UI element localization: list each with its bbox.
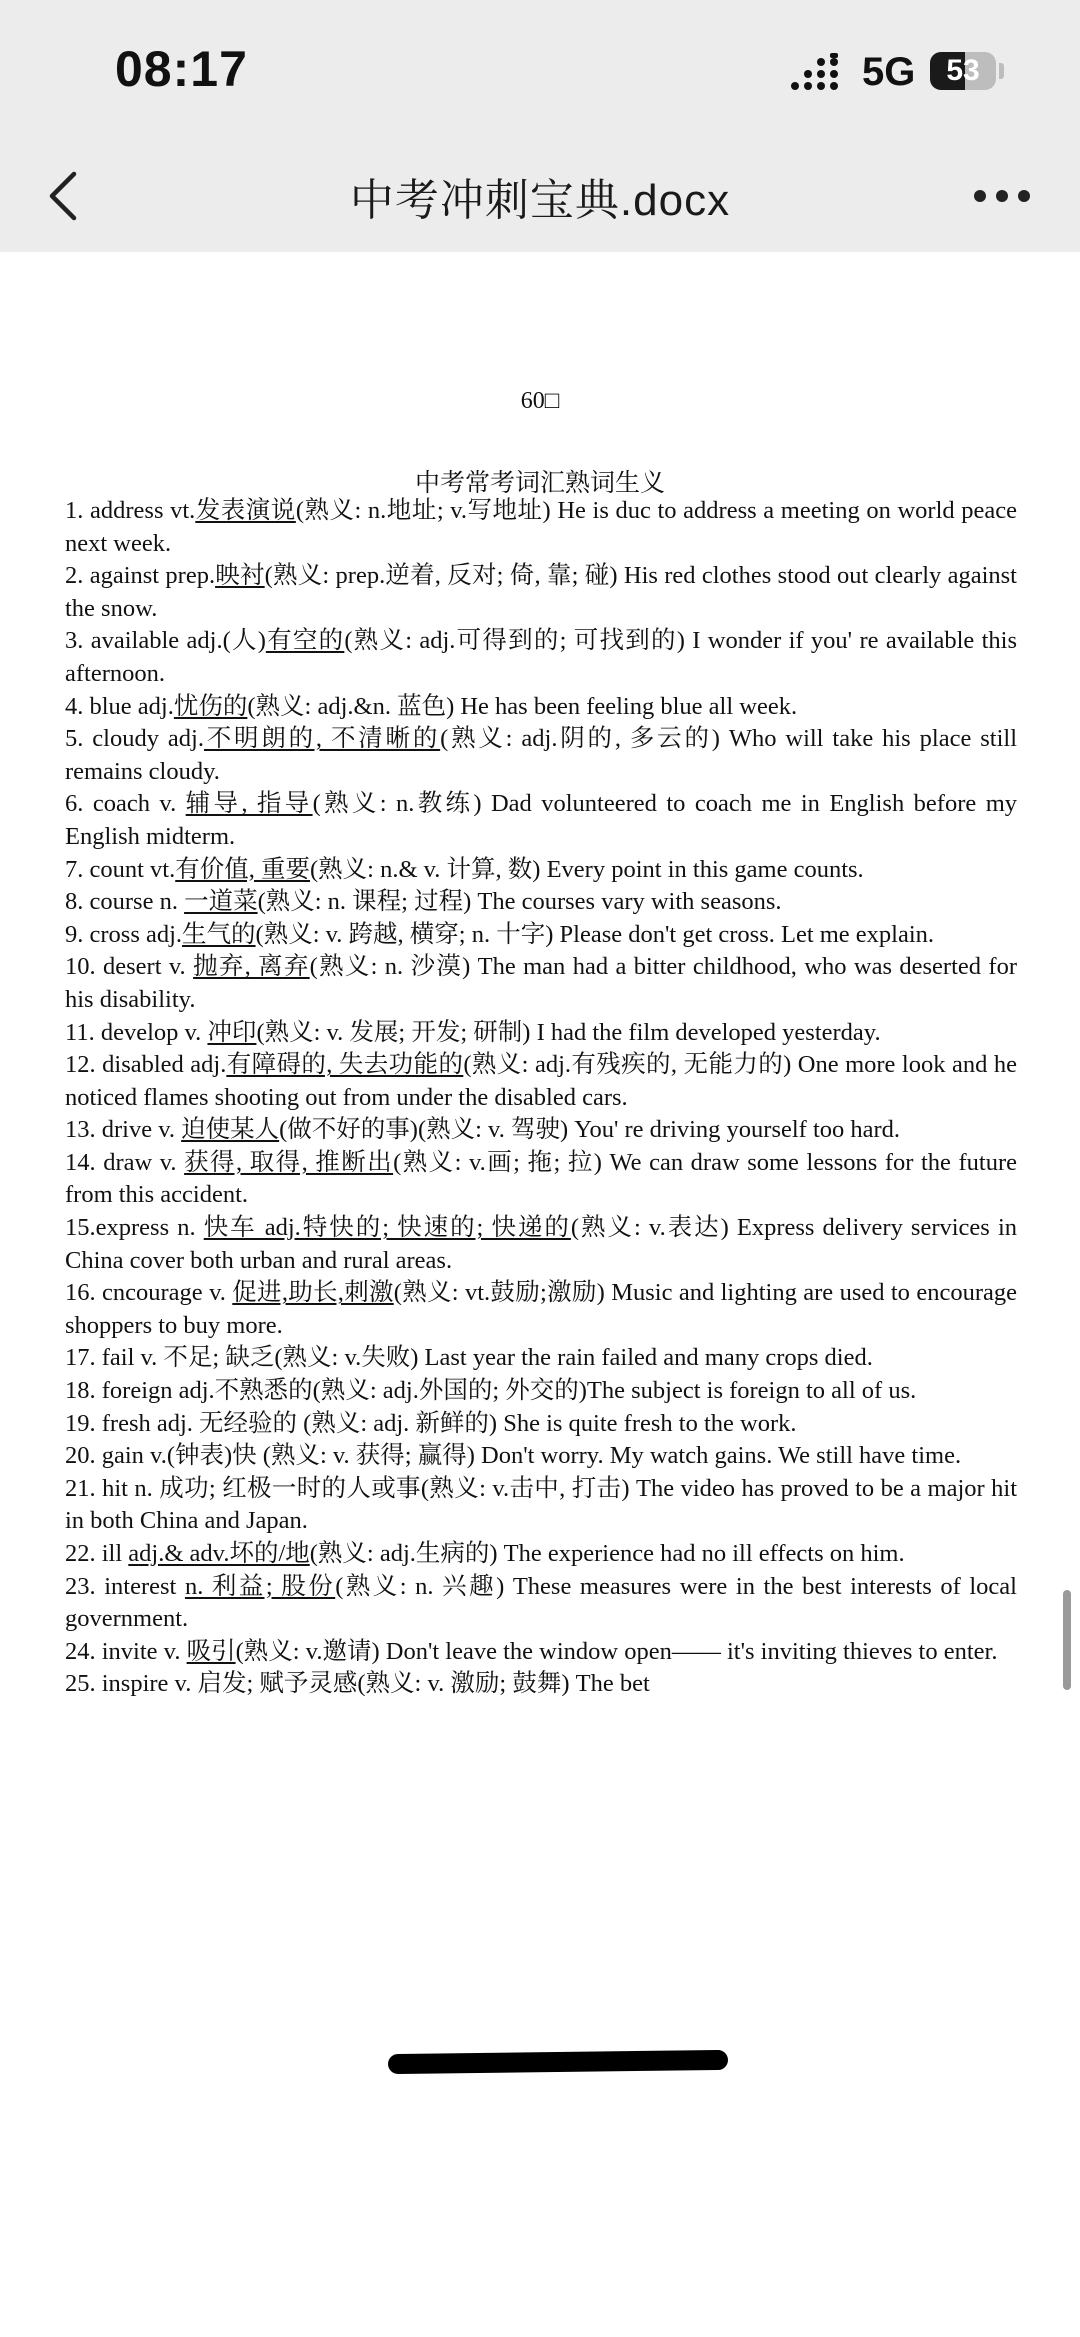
page-number: 60□ [520, 388, 560, 414]
entry-meaning-underlined: 有空的 [265, 627, 345, 655]
entry-meaning-underlined: 有价值, 重要 [175, 855, 310, 883]
entry-meaning-underlined: 有障碍的, 失去功能的 [226, 1051, 464, 1079]
entry-text: 18. foreign adj.不熟悉的(熟义: adj.外国的; 外交的)The subject is foreign to all of us. [65, 1377, 917, 1405]
vocab-entry [65, 1114, 1017, 1147]
entry-text: 25. inspire v. 启发; 赋予灵感(熟义: v. 激励; 鼓舞) The bet [65, 1670, 650, 1698]
vocab-entry [65, 1049, 1017, 1114]
entry-text: (熟义: adj.可得到的; 可找到的) I wonder if you' re available this afternoon. [65, 627, 1018, 687]
entry-meaning-underlined: 不明朗的, 不清晰的 [203, 725, 441, 753]
vocab-entry [65, 886, 1017, 919]
entry-text: (熟义: v. 发展; 开发; 研制) I had the film developed yesterday. [256, 1018, 881, 1046]
entry-text: 3. available adj.(人) [65, 627, 266, 655]
entry-meaning-underlined: n. 利益; 股份 [184, 1572, 336, 1600]
entry-meaning-underlined: 促进,助长,刺激 [232, 1279, 394, 1307]
status-time: 08:17 [115, 41, 248, 97]
signal-icon [790, 53, 844, 91]
status-bar [0, 0, 1080, 140]
entry-text: (熟义: adj.有残疾的, 无能力的) One more look and he noticed flames shooting out from under the disabled cars. [65, 1051, 1018, 1111]
entry-text: 20. gain v.(钟表)快 (熟义: v. 获得; 赢得) Don't worry. My watch gains. We still have time. [65, 1442, 962, 1470]
entry-text: (熟义: adj.阴的, 多云的) Who will take his place still remains cloudy. [65, 725, 1017, 785]
entry-text: (熟义: n. 课程; 过程) The courses vary with seasons. [257, 888, 782, 916]
entry-text: (熟义: n.& v. 计算, 数) Every point in this game counts. [310, 855, 864, 883]
vocab-entry [65, 854, 1017, 887]
entry-text: (熟义: n.教练) Dad volunteered to coach me in English before my English midterm. [65, 790, 1017, 850]
vocab-entry [65, 1212, 1017, 1277]
vocab-entry [65, 1147, 1017, 1212]
entry-text: 22. ill [65, 1540, 129, 1567]
entry-text: (熟义: prep.逆着, 反对; 倚, 靠; 碰) His red clothes stood out clearly against the snow. [65, 562, 1017, 622]
battery-icon [930, 52, 996, 90]
vocab-entry [65, 1473, 1017, 1538]
entry-text: 17. fail v. 不足; 缺乏(熟义: v.失败) [65, 1344, 419, 1372]
vocab-entry [65, 1668, 1017, 1701]
entry-text: (熟义: vt.鼓励;激励) Music and lighting are used to encourage shoppers to buy more. [65, 1279, 1017, 1339]
entry-text: 21. hit n. 成功; 红极一时的人或事(熟义: v.击中, 打击) The video has proved to be a major hit in both China and Japan. [65, 1474, 1017, 1535]
entry-text: 15.express n. [65, 1214, 204, 1242]
entry-text: (熟义: v. 跨越, 横穿; n. 十字) Please don't get cross. Let me explain. [255, 920, 935, 948]
entry-text: 10. desert v. [65, 953, 194, 981]
vocab-entry [65, 560, 1017, 625]
vocab-entry [65, 691, 1017, 724]
entry-text: (熟义: adj.生病的) The experience had no ill effects on him. [309, 1540, 905, 1567]
entry-text: (熟义: v.邀请) Don't leave the window open—— it's inviting thieves to enter. [235, 1637, 998, 1665]
entry-meaning-underlined: 映衬 [215, 562, 265, 590]
document-title: 中考冲刺宝典.docx [349, 176, 731, 225]
vocab-entry [65, 1017, 1017, 1050]
entry-meaning-underlined: 快车 adj.特快的; 快速的; 快递的 [203, 1214, 571, 1242]
entry-text: (熟义: n. 兴趣) These measures were in the best interests of local government. [65, 1572, 1017, 1633]
entry-meaning-underlined: 获得, 取得, 推断出 [184, 1148, 394, 1176]
vocab-entry [65, 1636, 1017, 1669]
scrollbar[interactable] [1063, 1590, 1071, 1690]
entry-text: 12. disabled adj. [65, 1051, 227, 1079]
entry-meaning-underlined: 生气的 [182, 920, 256, 948]
entry-meaning-underlined: 迫使某人 [181, 1116, 280, 1144]
vocab-entry [65, 951, 1017, 1016]
entry-text: 14. draw v. [65, 1148, 185, 1176]
entry-meaning-underlined: 忧伤的 [173, 692, 248, 720]
entry-meaning-underlined: 辅导, 指导 [185, 790, 313, 818]
entry-text: (熟义: n.地址; v.写地址) He is duc to address a meeting on world peace next week. [65, 497, 1018, 557]
vocab-entry [65, 1440, 1017, 1473]
entry-meaning-underlined: 抛弃, 离弃 [193, 953, 310, 981]
vocab-entry [65, 723, 1017, 788]
entry-meaning-underlined: 一道菜 [184, 888, 258, 916]
vocabulary-list [65, 495, 1017, 1701]
entry-meaning-underlined: adj.& adv.坏的/地 [128, 1540, 310, 1567]
entry-text: 7. count vt. [65, 855, 176, 883]
vocab-entry [65, 788, 1017, 853]
entry-text: 19. fresh adj. 无经验的 (熟义: adj. 新鲜的) She is quite fresh to the work. [65, 1409, 797, 1437]
battery-level: 53 [946, 54, 980, 87]
entry-text: 16. cncourage v. [65, 1279, 233, 1307]
page-number-text: 60 [520, 388, 545, 414]
entry-text: 4. blue adj. [65, 692, 174, 720]
document-page[interactable] [0, 252, 1080, 2337]
entry-text: 5. cloudy adj. [65, 725, 204, 753]
entry-text: (熟义: v.表达) Express delivery services in China cover both urban and rural areas. [65, 1214, 1017, 1274]
vocab-entry [65, 1342, 1017, 1375]
entry-text: 8. course n. [65, 888, 185, 916]
battery-tip [999, 63, 1004, 79]
more-dots-icon[interactable] [974, 190, 1030, 204]
entry-text: Last year the rain failed and many crops died. [418, 1344, 873, 1372]
entry-text: 6. coach v. [65, 790, 186, 818]
entry-text: 2. against prep. [65, 562, 216, 590]
nav-bar [0, 140, 1080, 252]
vocab-entry [65, 1408, 1017, 1441]
entry-text: (做不好的事)(熟义: v. 驾驶) You' re driving yourself too hard. [279, 1116, 901, 1144]
entry-text: (熟义: n. 沙漠) The man had a bitter childhood, who was deserted for his disability. [65, 953, 1017, 1013]
entry-meaning-underlined: 冲印 [207, 1018, 257, 1046]
network-type: 5G [862, 50, 916, 94]
vocab-entry [65, 919, 1017, 952]
vocab-entry [65, 1375, 1017, 1408]
vocab-entry [65, 495, 1017, 560]
vocab-entry [65, 625, 1017, 690]
vocab-entry [65, 1571, 1017, 1636]
entry-text: 24. invite v. [65, 1637, 187, 1665]
entry-meaning-underlined: 吸引 [186, 1637, 236, 1665]
vocab-entry [65, 1538, 1017, 1571]
entry-text: 23. interest [65, 1572, 185, 1600]
entry-text: (熟义: v.画; 拖; 拉) We can draw some lessons for the future from this accident. [65, 1148, 1017, 1209]
entry-text: (熟义: adj.&n. 蓝色) He has been feeling blue all week. [247, 692, 798, 720]
entry-text: 9. cross adj. [65, 920, 183, 948]
entry-meaning-underlined: 发表演说 [195, 497, 296, 524]
document-heading: 中考常考词汇熟词生义 [414, 470, 665, 497]
vocab-entry [65, 1277, 1017, 1342]
entry-text: 11. develop v. [65, 1018, 208, 1046]
entry-text: 13. drive v. [65, 1116, 182, 1144]
redaction-mark [388, 2050, 728, 2074]
entry-text: 1. address vt. [65, 497, 196, 524]
